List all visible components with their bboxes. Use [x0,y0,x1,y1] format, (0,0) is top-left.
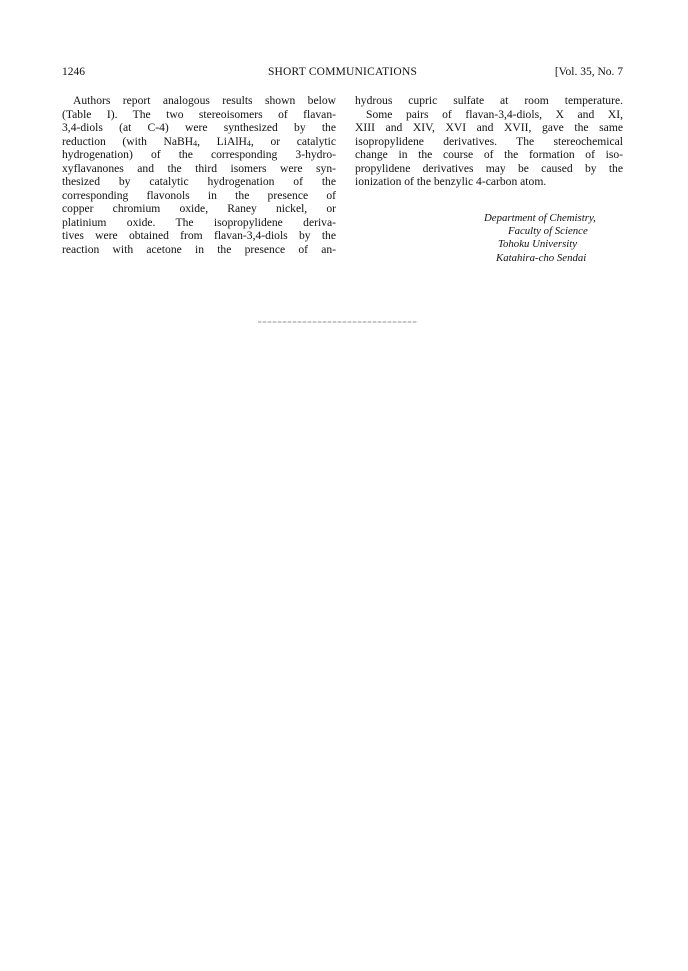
right-column [355,94,623,189]
author-affiliation [430,212,660,265]
text-line: ionization of the benzylic 4-carbon atom. [355,175,547,188]
text-line: corresponding flavonols in the presence of [62,188,336,202]
text-line: hydrous cupric sulfate at room temperature. [355,94,623,107]
text-line: reduction (with NaBH$_4$, LiAlH$_4$, or catalytic [62,134,336,148]
text-line: change in the course of the formation of iso- [355,148,623,161]
text-line: tives were obtained from flavan-3,4-diols by the [62,229,336,242]
text-line: XIII and XIV, XVI and XVII, gave the same [355,121,623,134]
text-line: (Table I). The two stereoisomers of flavan- [62,107,336,121]
text-line: propylidene derivatives may be caused by the [355,161,623,175]
affiliation-faculty: Faculty of Science [508,225,588,238]
text-line: Authors report analogous results shown below [73,94,336,107]
affiliation-address: Katahira-cho Sendai [496,251,587,264]
volume-info: [Vol. 35, No. 7 [554,66,623,78]
affiliation-department: Department of Chemistry, [484,212,596,224]
text-line: xyflavanones and the third isomers were syn- [62,161,336,175]
affiliation-university: Tohoku University [498,238,578,251]
text-line: isopropylidene derivatives. The stereochemical [355,134,623,148]
text-line: hydrogenation) of the corresponding 3-hydro- [62,148,336,161]
page-header [62,66,623,82]
text-line: reaction with acetone in the presence of an- [62,242,336,256]
text-line: platinium oxide. The isopropylidene deriva- [62,215,336,229]
text-line: copper chromium oxide, Raney nickel, or [62,202,336,215]
text-line: 3,4-diols (at C-4) were synthesized by the [62,121,336,134]
running-title: SHORT COMMUNICATIONS [267,66,418,78]
left-column [62,94,336,256]
text-line: thesized by catalytic hydrogenation of the [62,175,336,188]
scan-artifact-line [258,321,418,323]
page-number: 1246 [62,66,85,78]
text-line: Some pairs of flavan-3,4-diols, X and XI, [366,107,623,121]
